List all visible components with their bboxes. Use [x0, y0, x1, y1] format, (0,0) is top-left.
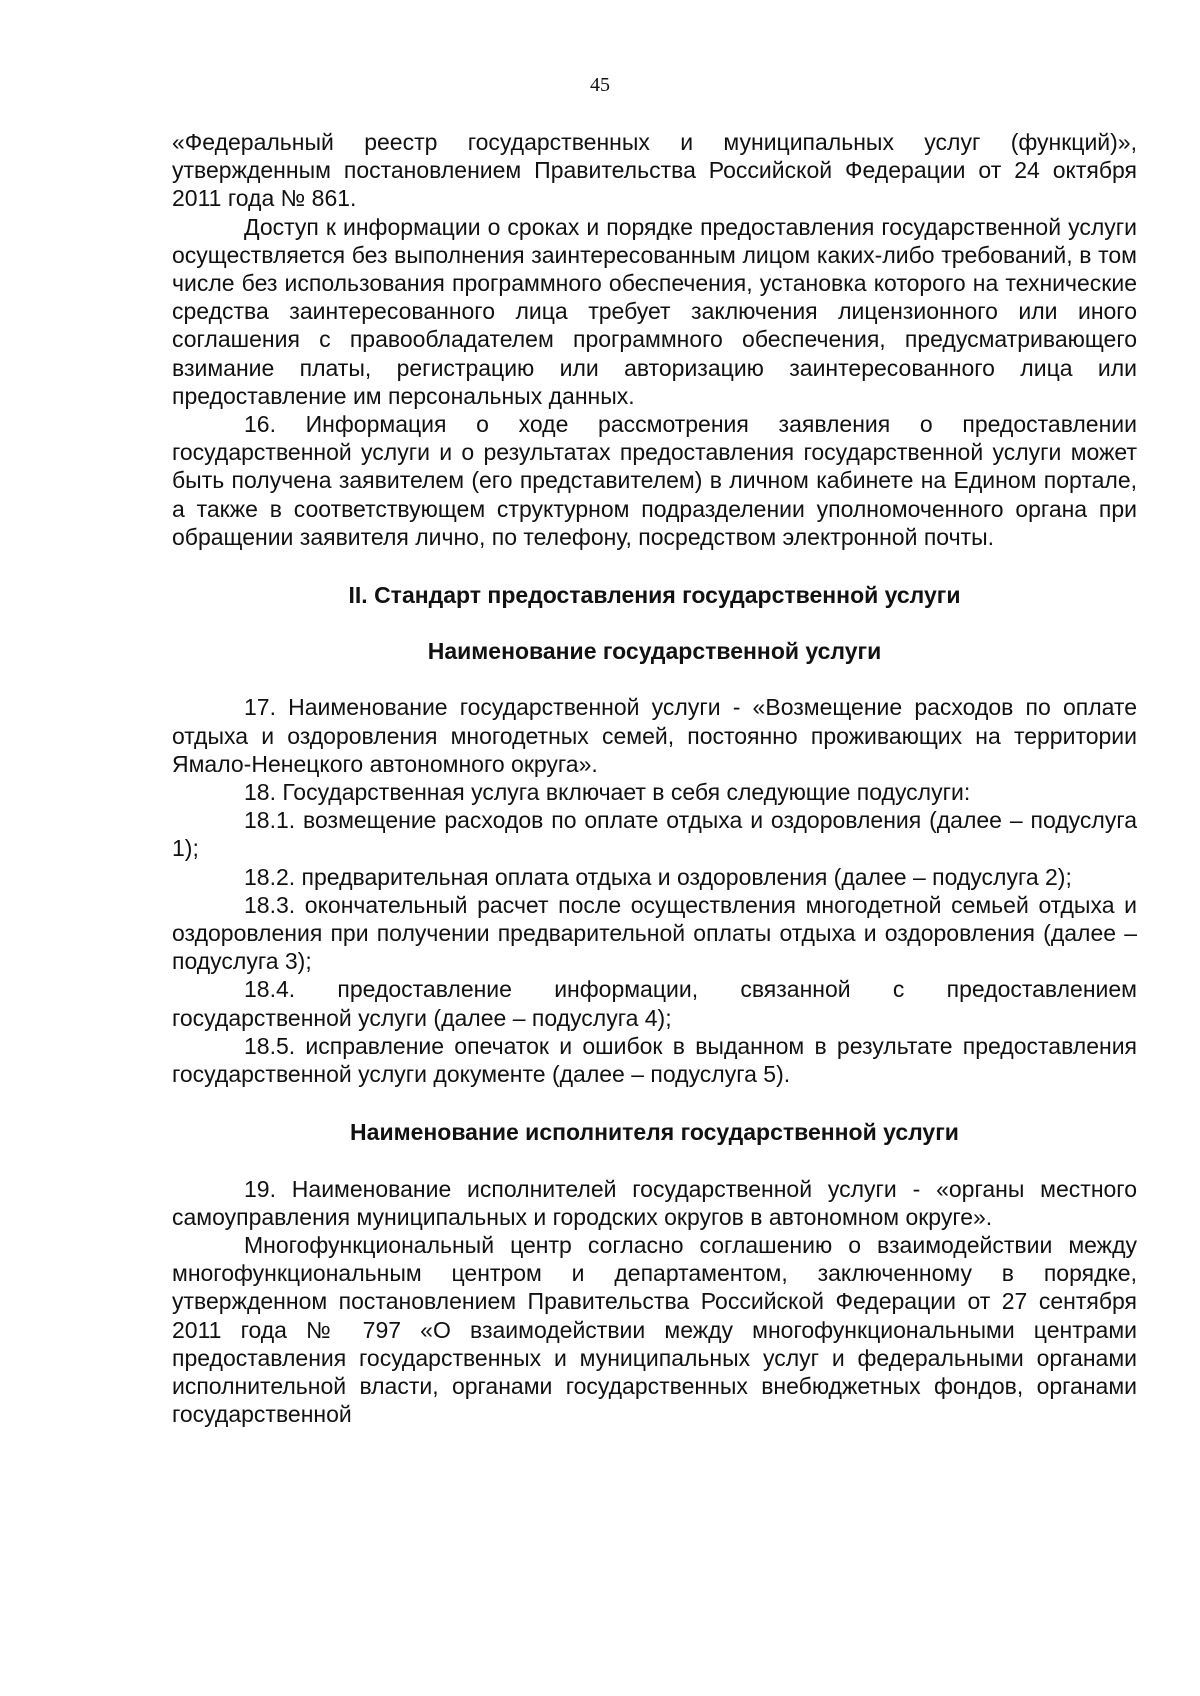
paragraph-18-1: 18.1. возмещение расходов по оплате отдыха и оздоровления (далее – подуслуга 1);	[172, 807, 1137, 862]
paragraph-18-4: 18.4. предоставление информации, связанной с предоставлением государственной услуги (далее – подуслуга 4);	[172, 976, 1137, 1031]
document-body	[172, 128, 1137, 1428]
paragraph-access: Доступ к информации о сроках и порядке предоставления государственной услуги осуществляется без выполнения заинтересованным лицом каких-либо требований, в том числе без использования программного обеспечения, установка которого на технические средства заинтересованного лица требует заключения лицензионного или иного соглашения с правообладателем программного обеспечения, предусматривающего взимание платы, регистрацию или авторизацию заинтересованного лица или предоставление им персональных данных.	[172, 213, 1137, 409]
page-number: 45	[590, 74, 610, 96]
paragraph-18-5: 18.5. исправление опечаток и ошибок в выданном в результате предоставления государственной услуги документе (далее – подуслуга 5).	[172, 1032, 1137, 1088]
paragraph-mfc: Многофункциональный центр согласно соглашению о взаимодействии между многофункциональным центром и департаментом, заключенному в порядке, утвержденном постановлением Правительства Российской Федерации от 27 сентября 2011 года № 797 «О взаимодействии между многофункциональными центрами предоставления государственных и муниципальных услуг и федеральными органами исполнительной власти, органами государственных внебюджетных фондов, органами государственной	[172, 1231, 1137, 1428]
subsection-title-executor: Наименование исполнителя государственной услуги	[350, 1119, 959, 1146]
paragraph-19: 19. Наименование исполнителей государственной услуги - «органы местного самоуправления муниципальных и городских округов в автономном округе».	[172, 1175, 1137, 1230]
paragraph-registry: «Федеральный реестр государственных и муниципальных услуг (функций)», утвержденным постановлением Правительства Российской Федерации от 24 октября 2011 года № 861.	[172, 129, 1137, 212]
paragraph-16: 16. Информация о ходе рассмотрения заявления о предоставлении государственной услуги и о результатах предоставления государственной услуги может быть получена заявителем (его представителем) в личном кабинете на Едином портале, а также в соответствующем структурном подразделении уполномоченного органа при обращении заявителя лично, по телефону, посредством электронной почты.	[172, 411, 1137, 550]
paragraph-18: 18. Государственная услуга включает в себя следующие подуслуги:	[244, 779, 971, 806]
subsection-title-service-name: Наименование государственной услуги	[427, 638, 882, 665]
paragraph-17: 17. Наименование государственной услуги - «Возмещение расходов по оплате отдыха и оздоровления многодетных семей, постоянно проживающих на территории Ямало-Ненецкого автономного округа».	[172, 694, 1137, 777]
paragraph-18-3: 18.3. окончательный расчет после осуществления многодетной семьей отдыха и оздоровления при получении предварительной оплаты отдыха и оздоровления (далее – подуслуга 3);	[172, 891, 1137, 975]
section-title: II. Стандарт предоставления государственной услуги	[348, 582, 961, 609]
paragraph-18-2: 18.2. предварительная оплата отдыха и оздоровления (далее – подуслуга 2);	[244, 863, 1072, 890]
